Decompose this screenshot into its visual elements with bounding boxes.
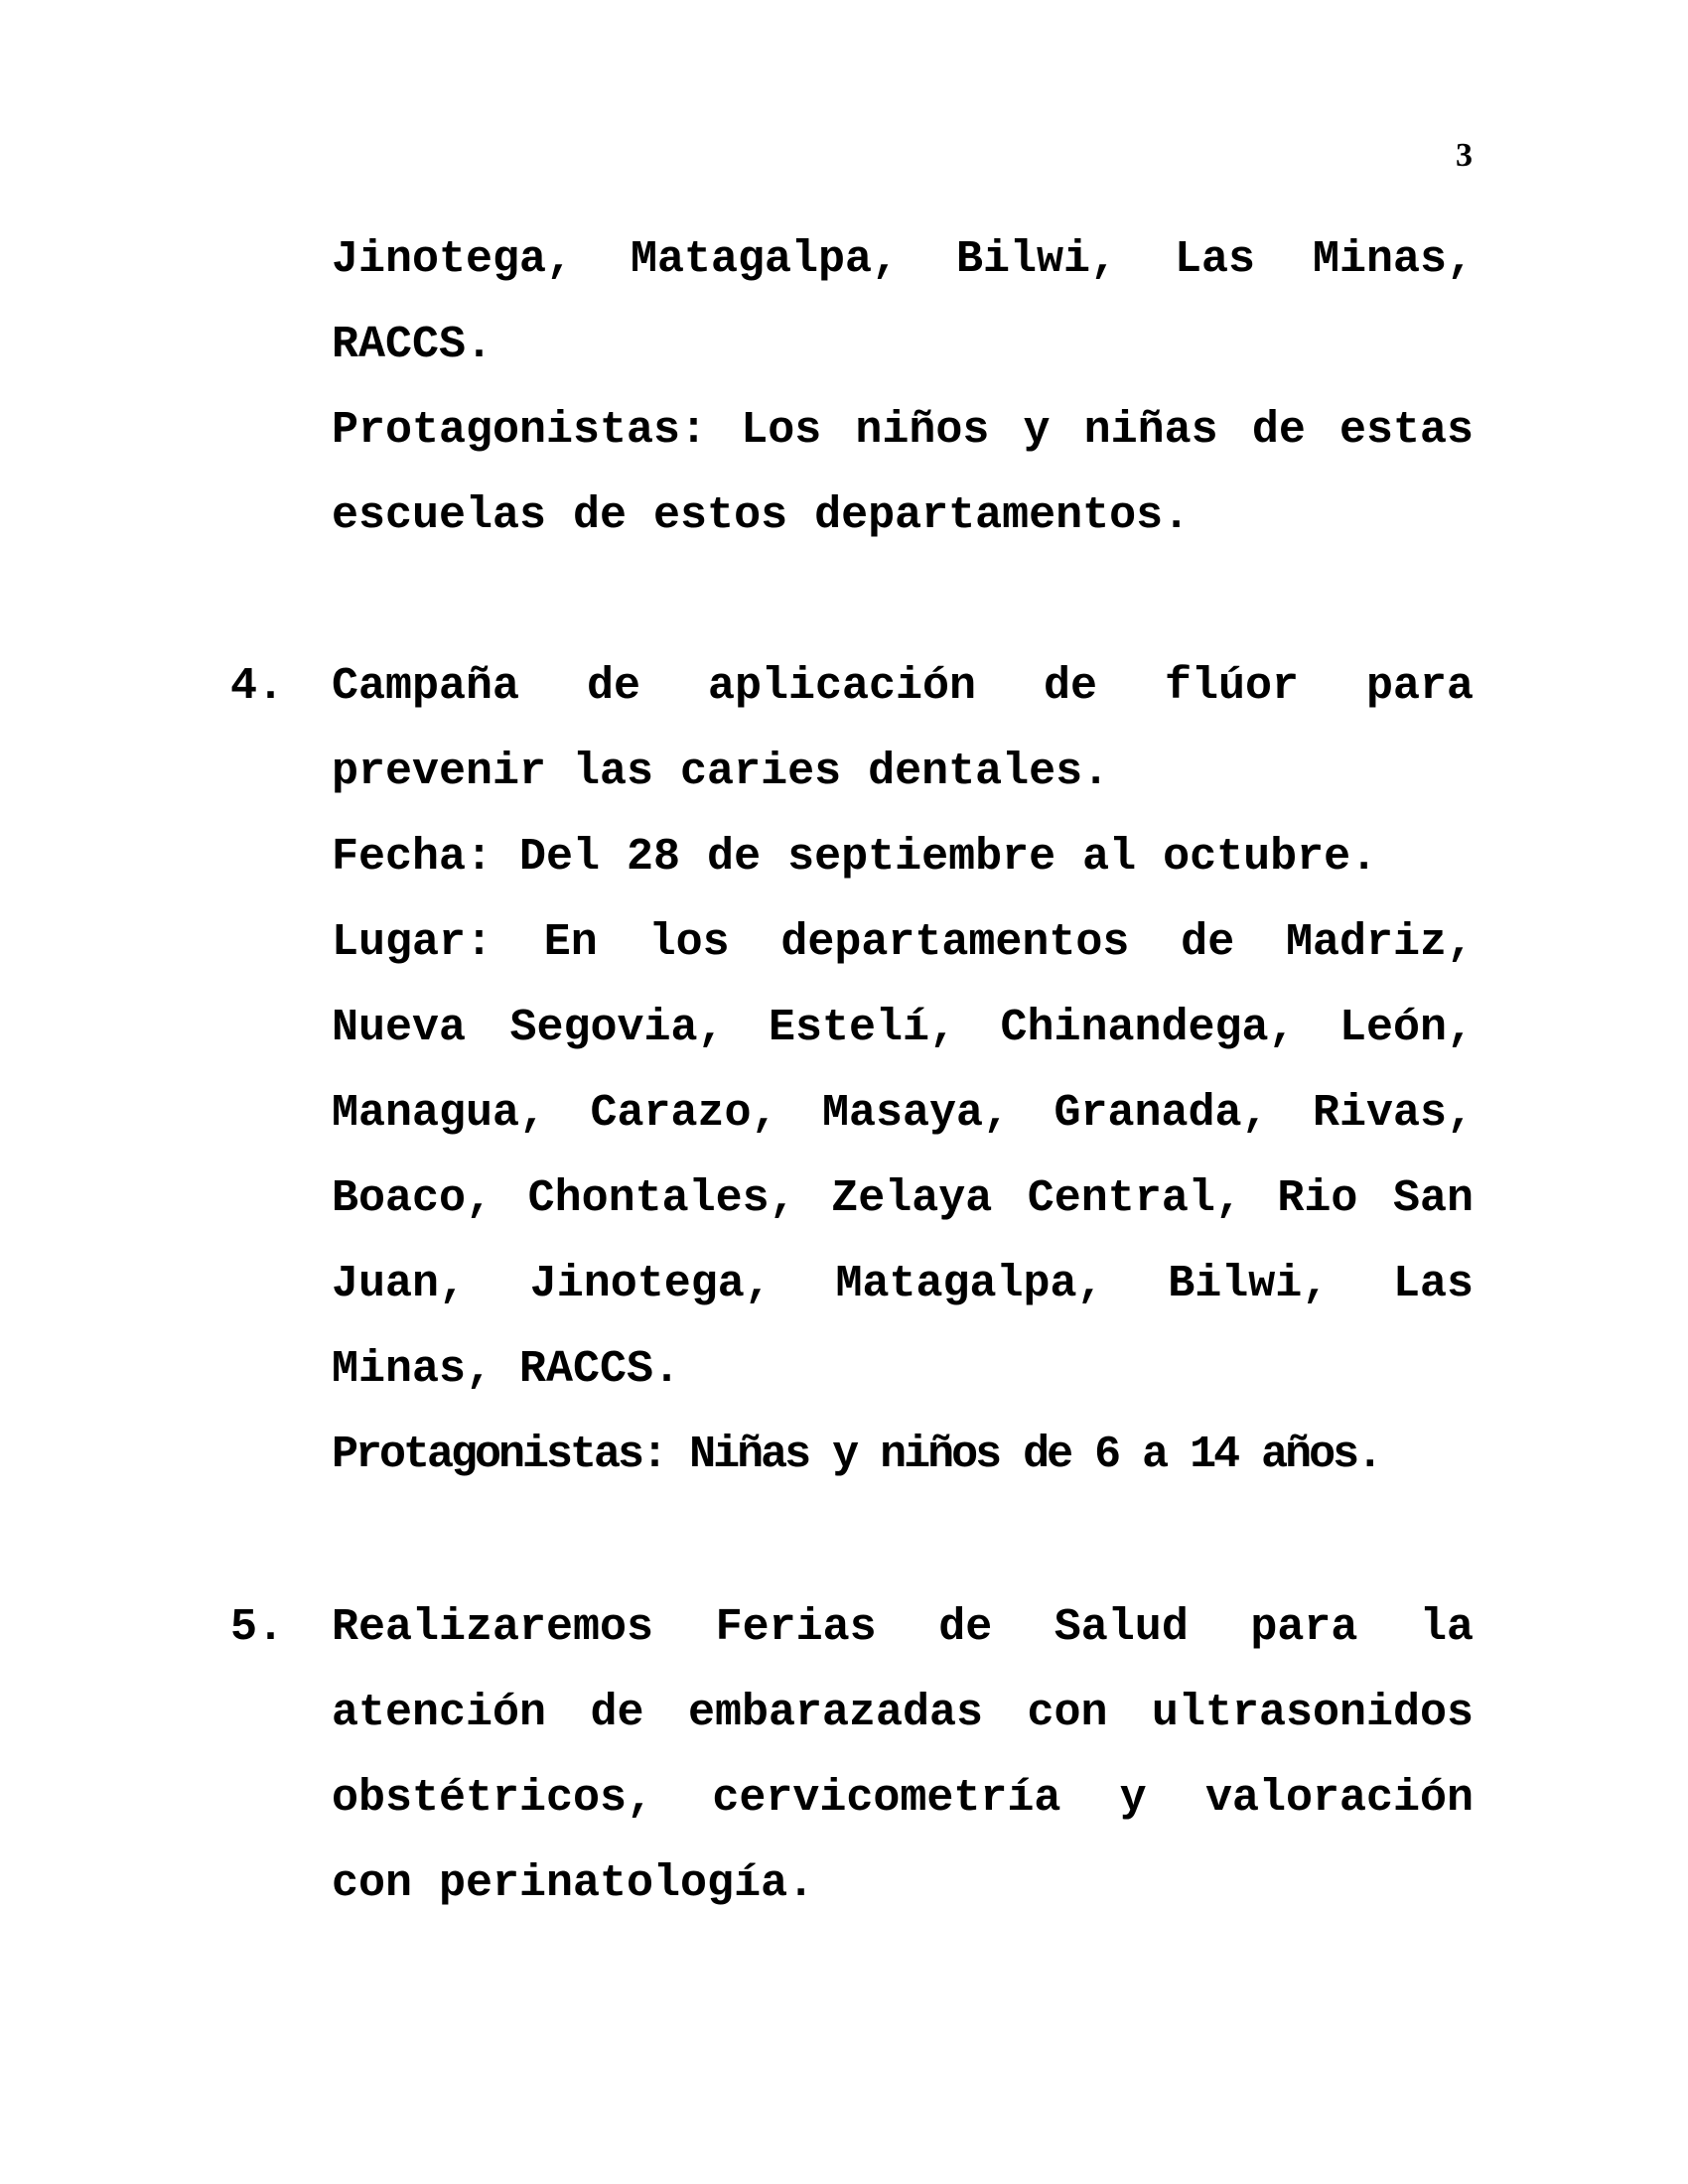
item-4-line: Lugar: En los departamentos de Madriz, <box>332 917 1474 968</box>
item-4-line: Fecha: Del 28 de septiembre al octubre. <box>332 832 1378 883</box>
item-5-line: Realizaremos Ferias de Salud para la <box>332 1602 1474 1653</box>
item-4-line: Nueva Segovia, Estelí, Chinandega, León, <box>332 1003 1474 1053</box>
item-4-line: Campaña de aplicación de flúor para <box>332 661 1474 712</box>
item-5-line: con perinatología. <box>332 1858 815 1909</box>
continuation-line: RACCS. <box>332 320 493 370</box>
continuation-line: escuelas de estos departamentos. <box>332 490 1191 541</box>
item-5-number: 5. <box>230 1602 285 1653</box>
item-4-number: 4. <box>230 661 285 712</box>
item-5-line: obstétricos, cervicometría y valoración <box>332 1773 1474 1824</box>
item-4-line: Juan, Jinotega, Matagalpa, Bilwi, Las <box>332 1259 1474 1309</box>
item-4-line: Minas, RACCS. <box>332 1344 681 1395</box>
item-5-line: atención de embarazadas con ultrasonidos <box>332 1688 1474 1738</box>
continuation-line: Jinotega, Matagalpa, Bilwi, Las Minas, <box>332 234 1474 285</box>
page-number: 3 <box>1456 137 1473 174</box>
item-4-line: Managua, Carazo, Masaya, Granada, Rivas, <box>332 1088 1474 1139</box>
item-4-line: Boaco, Chontales, Zelaya Central, Rio San <box>332 1173 1474 1224</box>
item-4-line: prevenir las caries dentales. <box>332 747 1110 797</box>
item-4-line: Protagonistas: Niñas y niños de 6 a 14 años. <box>332 1430 1381 1480</box>
continuation-line: Protagonistas: Los niños y niñas de estas <box>332 405 1474 456</box>
